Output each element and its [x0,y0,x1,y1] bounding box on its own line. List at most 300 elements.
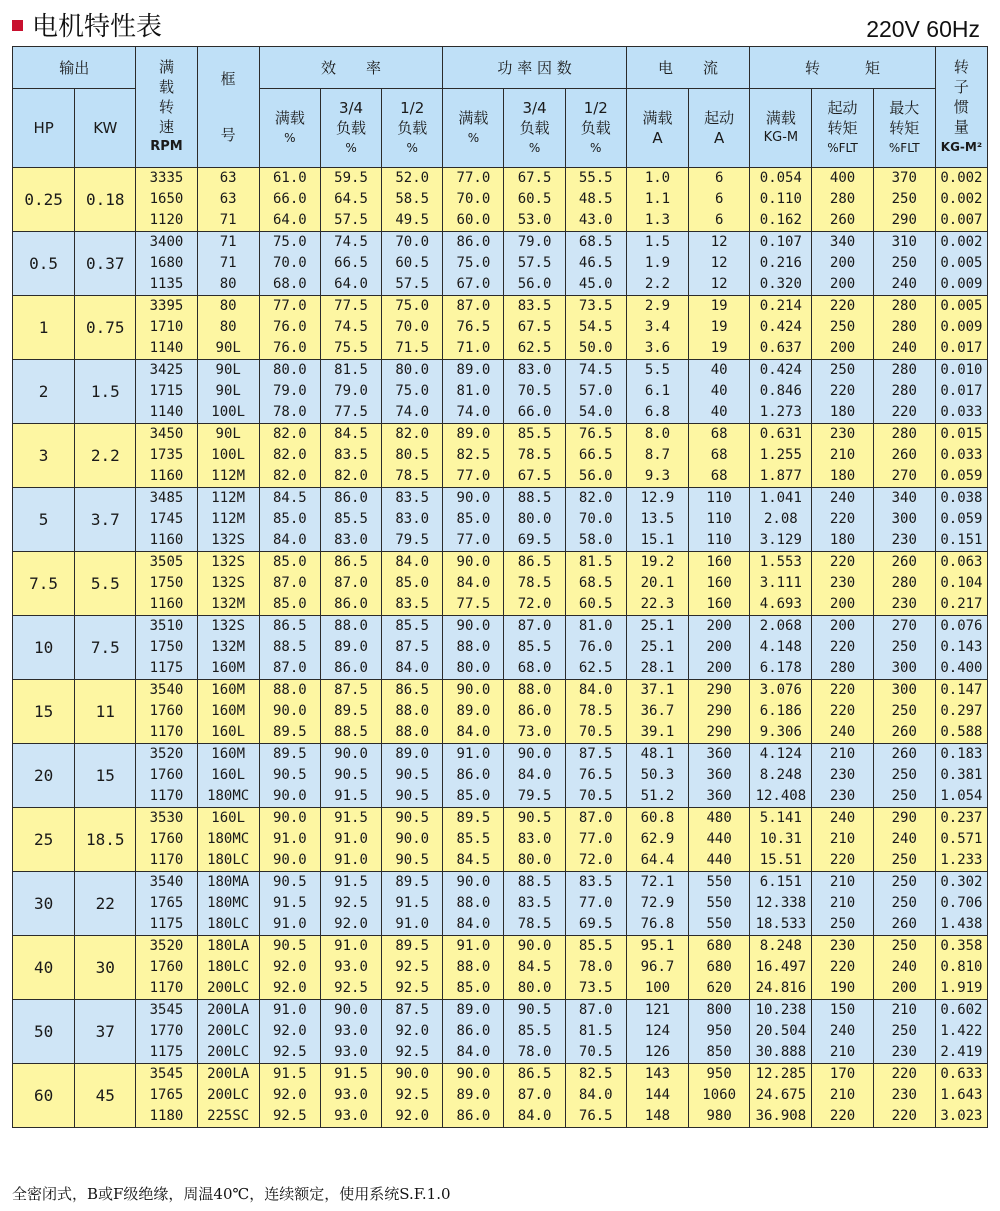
cell-pf-full: 91.0 [443,936,504,958]
cell-eff-full: 91.0 [259,914,320,936]
cell-speed: 3505 [136,552,197,574]
header-torque: 转 矩 [750,47,936,89]
cell-tq-full: 1.041 [750,488,812,510]
cell-eff-12: 70.0 [382,232,443,254]
cell-inertia: 0.017 [935,338,987,360]
cell-pf-34: 87.0 [504,616,565,638]
cell-pf-34: 80.0 [504,978,565,1000]
cell-inertia: 0.010 [935,360,987,382]
cell-speed: 1650 [136,189,197,210]
table-row [13,914,988,936]
cell-eff-full: 82.0 [259,466,320,488]
cell-pf-34: 86.5 [504,1064,565,1086]
cell-tq-max: 250 [873,893,935,914]
cell-pf-34: 70.5 [504,381,565,402]
table-row [13,786,988,808]
cell-cur-full: 51.2 [626,786,688,808]
header-kw: KW [75,89,136,168]
cell-tq-start: 260 [812,210,873,232]
cell-inertia: 0.017 [935,381,987,402]
cell-eff-12: 83.0 [382,509,443,530]
cell-tq-max: 230 [873,1042,935,1064]
cell-speed: 1170 [136,850,197,872]
cell-frame: 112M [197,466,259,488]
cell-eff-full: 87.0 [259,658,320,680]
cell-tq-max: 280 [873,424,935,446]
cell-cur-start: 68 [689,466,750,488]
cell-tq-full: 1.553 [750,552,812,574]
cell-eff-full: 77.0 [259,296,320,318]
cell-pf-full: 82.5 [443,445,504,466]
cell-tq-max: 260 [873,552,935,574]
cell-kw: 15 [75,744,136,808]
cell-speed: 1170 [136,722,197,744]
cell-cur-start: 40 [689,381,750,402]
cell-cur-full: 5.5 [626,360,688,382]
cell-hp: 60 [13,1064,75,1128]
cell-eff-full: 91.5 [259,893,320,914]
cell-kw: 2.2 [75,424,136,488]
cell-pf-full: 71.0 [443,338,504,360]
cell-cur-full: 72.9 [626,893,688,914]
cell-tq-full: 36.908 [750,1106,812,1128]
table-row [13,360,988,382]
header-pf-full: 满载 % [443,89,504,168]
table-row [13,765,988,786]
cell-pf-12: 68.5 [565,232,626,254]
cell-speed: 1140 [136,338,197,360]
cell-inertia: 1.233 [935,850,987,872]
header-pf-34: 3/4 负载 % [504,89,565,168]
cell-pf-34: 84.0 [504,765,565,786]
cell-hp: 7.5 [13,552,75,616]
cell-eff-12: 89.5 [382,872,443,894]
cell-pf-12: 77.0 [565,829,626,850]
cell-eff-full: 89.5 [259,722,320,744]
cell-tq-max: 250 [873,637,935,658]
cell-frame: 180MC [197,893,259,914]
cell-kw: 30 [75,936,136,1000]
cell-eff-34: 90.0 [320,744,381,766]
cell-pf-12: 78.0 [565,957,626,978]
cell-frame: 80 [197,274,259,296]
cell-inertia: 0.063 [935,552,987,574]
cell-frame: 90L [197,360,259,382]
table-row [13,317,988,338]
cell-hp: 20 [13,744,75,808]
cell-eff-full: 80.0 [259,360,320,382]
cell-pf-34: 79.5 [504,786,565,808]
cell-eff-34: 85.5 [320,509,381,530]
cell-cur-full: 6.8 [626,402,688,424]
voltage-label: 220V 60Hz [866,16,980,42]
cell-pf-full: 90.0 [443,680,504,702]
cell-eff-34: 83.0 [320,530,381,552]
cell-cur-start: 440 [689,850,750,872]
cell-frame: 71 [197,253,259,274]
cell-inertia: 0.217 [935,594,987,616]
cell-eff-12: 89.0 [382,744,443,766]
cell-frame: 160L [197,722,259,744]
cell-pf-34: 62.5 [504,338,565,360]
cell-tq-full: 0.637 [750,338,812,360]
cell-speed: 1170 [136,978,197,1000]
cell-pf-full: 77.0 [443,168,504,190]
cell-tq-full: 1.273 [750,402,812,424]
cell-cur-full: 3.6 [626,338,688,360]
table-row [13,402,988,424]
cell-hp: 40 [13,936,75,1000]
cell-eff-12: 57.5 [382,274,443,296]
cell-pf-full: 90.0 [443,552,504,574]
cell-frame: 160M [197,701,259,722]
cell-pf-full: 89.0 [443,424,504,446]
cell-speed: 1745 [136,509,197,530]
cell-eff-full: 92.0 [259,978,320,1000]
cell-frame: 200LA [197,1000,259,1022]
cell-tq-max: 280 [873,317,935,338]
cell-tq-start: 210 [812,829,873,850]
cell-inertia: 0.038 [935,488,987,510]
cell-frame: 90L [197,338,259,360]
cell-eff-34: 92.5 [320,978,381,1000]
cell-pf-full: 84.0 [443,914,504,936]
cell-pf-34: 86.0 [504,701,565,722]
cell-eff-34: 88.0 [320,616,381,638]
table-row [13,594,988,616]
cell-tq-start: 210 [812,872,873,894]
cell-eff-34: 90.0 [320,1000,381,1022]
cell-pf-12: 56.0 [565,466,626,488]
cell-cur-start: 550 [689,893,750,914]
cell-eff-12: 90.0 [382,1064,443,1086]
cell-pf-34: 83.0 [504,829,565,850]
cell-pf-full: 85.0 [443,509,504,530]
cell-eff-full: 68.0 [259,274,320,296]
cell-inertia: 0.706 [935,893,987,914]
table-row [13,530,988,552]
cell-pf-12: 55.5 [565,168,626,190]
cell-cur-full: 37.1 [626,680,688,702]
cell-hp: 0.25 [13,168,75,232]
cell-eff-full: 76.0 [259,338,320,360]
cell-inertia: 2.419 [935,1042,987,1064]
cell-frame: 160M [197,744,259,766]
cell-cur-start: 68 [689,424,750,446]
cell-speed: 3485 [136,488,197,510]
cell-pf-34: 88.5 [504,872,565,894]
cell-pf-full: 85.0 [443,786,504,808]
cell-tq-max: 300 [873,680,935,702]
cell-eff-12: 89.5 [382,936,443,958]
cell-inertia: 0.002 [935,232,987,254]
table-row [13,338,988,360]
cell-tq-start: 230 [812,424,873,446]
cell-frame: 71 [197,232,259,254]
cell-cur-start: 440 [689,829,750,850]
cell-eff-34: 86.0 [320,658,381,680]
cell-cur-start: 40 [689,402,750,424]
title-bullet-icon [12,20,23,31]
cell-inertia: 0.005 [935,296,987,318]
cell-pf-34: 78.5 [504,914,565,936]
cell-pf-12: 50.0 [565,338,626,360]
cell-pf-34: 56.0 [504,274,565,296]
cell-frame: 200LC [197,1021,259,1042]
cell-speed: 1140 [136,402,197,424]
cell-pf-full: 86.0 [443,765,504,786]
cell-eff-34: 90.5 [320,765,381,786]
cell-cur-full: 60.8 [626,808,688,830]
cell-cur-full: 1.5 [626,232,688,254]
cell-pf-12: 84.0 [565,1085,626,1106]
cell-tq-full: 12.338 [750,893,812,914]
cell-tq-max: 200 [873,978,935,1000]
cell-inertia: 0.237 [935,808,987,830]
cell-tq-start: 210 [812,445,873,466]
cell-eff-34: 74.5 [320,232,381,254]
cell-tq-start: 400 [812,168,873,190]
cell-tq-max: 210 [873,1000,935,1022]
cell-pf-34: 90.5 [504,1000,565,1022]
cell-kw: 22 [75,872,136,936]
cell-tq-max: 220 [873,1106,935,1128]
cell-tq-full: 3.129 [750,530,812,552]
cell-inertia: 0.400 [935,658,987,680]
cell-tq-start: 190 [812,978,873,1000]
cell-cur-full: 25.1 [626,637,688,658]
cell-tq-start: 210 [812,1042,873,1064]
cell-eff-full: 70.0 [259,253,320,274]
table-row [13,1000,988,1022]
cell-tq-start: 230 [812,765,873,786]
cell-tq-start: 220 [812,637,873,658]
cell-tq-start: 200 [812,594,873,616]
cell-eff-34: 64.0 [320,274,381,296]
cell-pf-full: 81.0 [443,381,504,402]
cell-eff-12: 78.5 [382,466,443,488]
table-row [13,616,988,638]
cell-tq-full: 15.51 [750,850,812,872]
table-row [13,1106,988,1128]
cell-tq-start: 150 [812,1000,873,1022]
cell-tq-full: 0.216 [750,253,812,274]
cell-pf-34: 83.5 [504,296,565,318]
cell-inertia: 0.588 [935,722,987,744]
cell-tq-max: 260 [873,445,935,466]
cell-eff-full: 82.0 [259,424,320,446]
cell-pf-full: 90.0 [443,872,504,894]
cell-tq-start: 230 [812,936,873,958]
cell-cur-full: 8.7 [626,445,688,466]
cell-eff-34: 93.0 [320,1106,381,1128]
cell-kw: 1.5 [75,360,136,424]
cell-inertia: 1.919 [935,978,987,1000]
cell-inertia: 0.005 [935,253,987,274]
cell-pf-34: 85.5 [504,424,565,446]
cell-cur-start: 12 [689,274,750,296]
cell-tq-start: 180 [812,466,873,488]
cell-eff-12: 92.5 [382,957,443,978]
cell-frame: 100L [197,402,259,424]
cell-pf-full: 85.0 [443,978,504,1000]
cell-tq-full: 6.151 [750,872,812,894]
cell-eff-34: 66.5 [320,253,381,274]
table-row [13,189,988,210]
cell-eff-12: 90.5 [382,808,443,830]
table-row [13,466,988,488]
cell-pf-12: 87.0 [565,808,626,830]
cell-pf-34: 90.0 [504,744,565,766]
cell-tq-max: 290 [873,210,935,232]
cell-tq-full: 6.178 [750,658,812,680]
cell-tq-max: 260 [873,722,935,744]
cell-speed: 3450 [136,424,197,446]
cell-pf-full: 88.0 [443,637,504,658]
cell-tq-full: 24.675 [750,1085,812,1106]
cell-inertia: 0.104 [935,573,987,594]
cell-eff-12: 80.0 [382,360,443,382]
cell-tq-max: 260 [873,914,935,936]
cell-eff-full: 85.0 [259,552,320,574]
cell-hp: 30 [13,872,75,936]
cell-frame: 90L [197,381,259,402]
cell-eff-12: 92.5 [382,1042,443,1064]
cell-eff-12: 74.0 [382,402,443,424]
cell-cur-start: 160 [689,552,750,574]
cell-tq-max: 250 [873,786,935,808]
cell-tq-max: 300 [873,509,935,530]
cell-tq-start: 280 [812,658,873,680]
header-tq-max: 最大 转矩 %FLT [873,89,935,168]
cell-cur-full: 20.1 [626,573,688,594]
cell-eff-full: 85.0 [259,509,320,530]
cell-kw: 3.7 [75,488,136,552]
header-output: 输出 [13,47,136,89]
cell-eff-34: 93.0 [320,1085,381,1106]
cell-pf-12: 70.5 [565,786,626,808]
cell-speed: 3395 [136,296,197,318]
cell-pf-full: 89.5 [443,808,504,830]
cell-pf-12: 83.5 [565,872,626,894]
cell-pf-34: 66.0 [504,402,565,424]
cell-cur-full: 64.4 [626,850,688,872]
cell-tq-full: 2.068 [750,616,812,638]
cell-pf-34: 53.0 [504,210,565,232]
cell-eff-12: 88.0 [382,722,443,744]
cell-eff-full: 89.5 [259,744,320,766]
cell-tq-max: 370 [873,168,935,190]
cell-tq-start: 340 [812,232,873,254]
cell-pf-34: 85.5 [504,637,565,658]
cell-eff-34: 86.5 [320,552,381,574]
cell-tq-max: 250 [873,253,935,274]
cell-pf-full: 84.5 [443,850,504,872]
table-body [13,168,988,1128]
cell-tq-max: 250 [873,936,935,958]
table-row [13,744,988,766]
cell-pf-full: 74.0 [443,402,504,424]
cell-speed: 3520 [136,936,197,958]
cell-cur-start: 200 [689,616,750,638]
cell-pf-12: 84.0 [565,680,626,702]
cell-pf-34: 83.5 [504,893,565,914]
cell-tq-start: 230 [812,786,873,808]
cell-pf-full: 90.0 [443,1064,504,1086]
cell-pf-12: 70.5 [565,722,626,744]
table-row [13,424,988,446]
cell-speed: 1750 [136,573,197,594]
cell-frame: 112M [197,488,259,510]
cell-tq-full: 20.504 [750,1021,812,1042]
cell-eff-full: 90.0 [259,850,320,872]
cell-eff-12: 85.5 [382,616,443,638]
cell-speed: 1180 [136,1106,197,1128]
cell-eff-34: 89.0 [320,637,381,658]
header-pf-12: 1/2 负载 % [565,89,626,168]
cell-frame: 160M [197,658,259,680]
cell-hp: 10 [13,616,75,680]
cell-frame: 132S [197,530,259,552]
cell-cur-full: 76.8 [626,914,688,936]
cell-eff-12: 79.5 [382,530,443,552]
title-bar [12,4,988,44]
cell-kw: 37 [75,1000,136,1064]
cell-cur-full: 39.1 [626,722,688,744]
cell-tq-max: 250 [873,850,935,872]
cell-pf-34: 84.5 [504,957,565,978]
table-row [13,978,988,1000]
cell-eff-12: 75.0 [382,381,443,402]
cell-cur-full: 13.5 [626,509,688,530]
cell-pf-full: 77.0 [443,466,504,488]
cell-tq-start: 200 [812,338,873,360]
cell-eff-12: 49.5 [382,210,443,232]
footnote: 全密闭式，B或F级绝缘，周温40℃，连续额定，使用系统S.F.1.0 [12,1185,451,1203]
cell-eff-34: 75.5 [320,338,381,360]
cell-pf-full: 87.0 [443,296,504,318]
cell-pf-12: 62.5 [565,658,626,680]
cell-tq-start: 250 [812,317,873,338]
cell-tq-max: 280 [873,573,935,594]
cell-frame: 200LC [197,978,259,1000]
cell-tq-max: 230 [873,530,935,552]
cell-eff-full: 90.0 [259,808,320,830]
cell-inertia: 0.009 [935,274,987,296]
cell-pf-34: 79.0 [504,232,565,254]
cell-frame: 132S [197,616,259,638]
cell-inertia: 3.023 [935,1106,987,1128]
cell-eff-full: 61.0 [259,168,320,190]
cell-eff-34: 93.0 [320,957,381,978]
cell-tq-full: 10.31 [750,829,812,850]
cell-pf-full: 75.0 [443,253,504,274]
cell-tq-start: 230 [812,573,873,594]
cell-cur-start: 12 [689,232,750,254]
header-frame: 框 号 [197,47,259,168]
cell-hp: 25 [13,808,75,872]
cell-eff-full: 90.5 [259,872,320,894]
table-row [13,573,988,594]
cell-cur-start: 19 [689,317,750,338]
cell-eff-full: 84.5 [259,488,320,510]
cell-inertia: 0.059 [935,509,987,530]
cell-speed: 1715 [136,381,197,402]
cell-frame: 132S [197,573,259,594]
table-row [13,509,988,530]
cell-eff-34: 77.5 [320,296,381,318]
motor-characteristics-table [12,46,988,1128]
